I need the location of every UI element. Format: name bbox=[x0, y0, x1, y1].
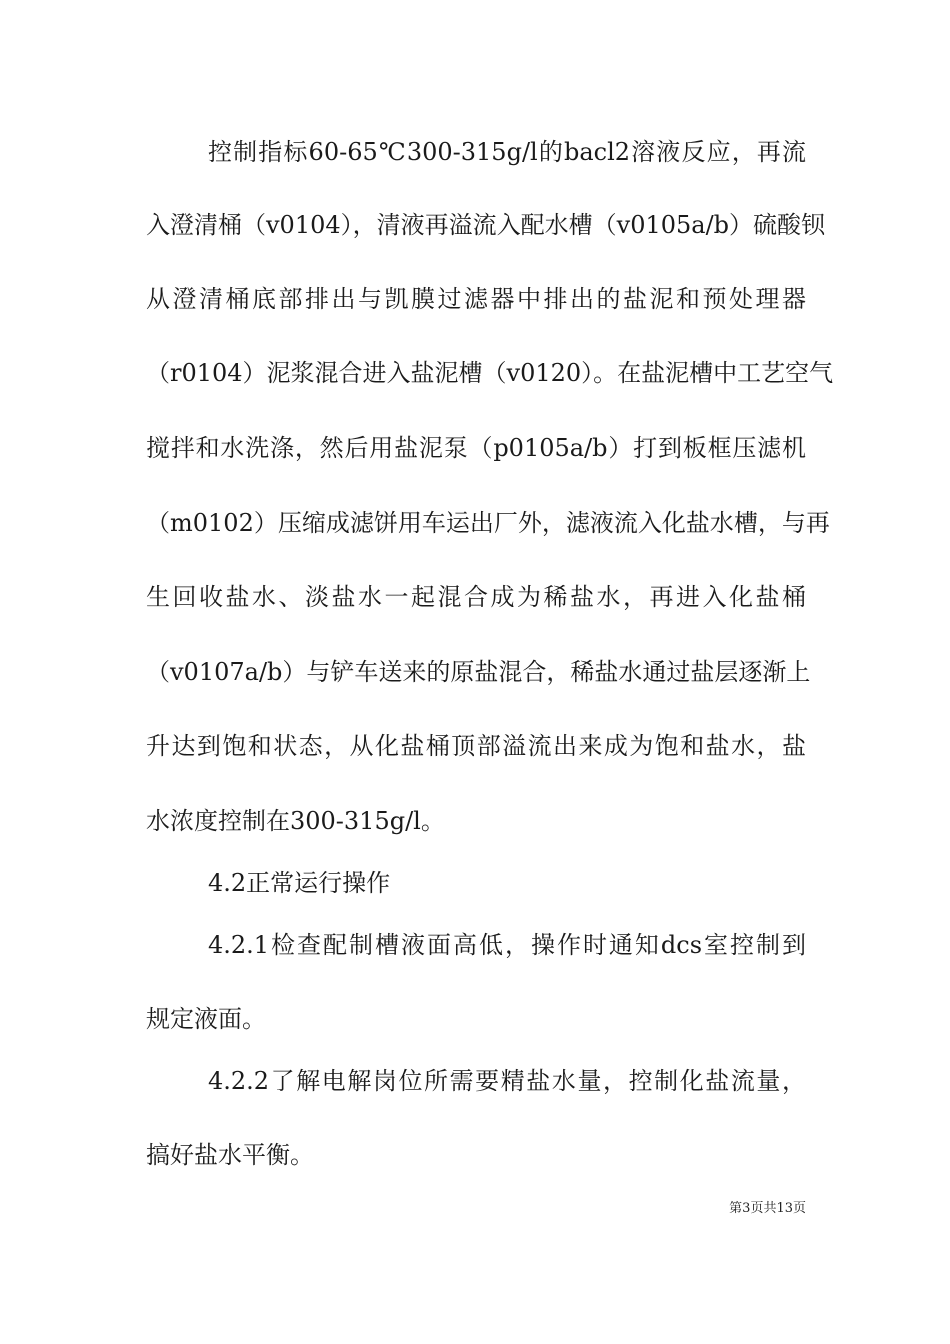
text-line-8: （v0107a/b）与铲车送来的原盐混合，稀盐水通过盐层逐渐上 bbox=[146, 658, 811, 686]
text-line-9: 升达到饱和状态，从化盐桶顶部溢流出来成为饱和盐水，盐 bbox=[146, 732, 806, 760]
text-line-15: 搞好盐水平衡。 bbox=[146, 1141, 314, 1169]
section-heading: 4.2正常运行操作 bbox=[208, 869, 391, 897]
text-line-1: 控制指标60-65℃300-315g/l的bacl2溶液反应，再流 bbox=[208, 138, 806, 166]
text-line-10: 水浓度控制在300-315g/l。 bbox=[146, 807, 445, 835]
page-number-footer: 第3页共13页 bbox=[729, 1201, 806, 1216]
text-line-6: （m0102）压缩成滤饼用车运出厂外，滤液流入化盐水槽，与再 bbox=[146, 509, 830, 537]
text-line-3: 从澄清桶底部排出与凯膜过滤器中排出的盐泥和预处理器 bbox=[146, 285, 806, 313]
text-line-12: 4.2.1检查配制槽液面高低，操作时通知dcs室控制到 bbox=[208, 931, 806, 959]
text-line-5: 搅拌和水洗涤，然后用盐泥泵（p0105a/b）打到板框压滤机 bbox=[146, 434, 806, 462]
text-line-14: 4.2.2了解电解岗位所需要精盐水量，控制化盐流量， bbox=[208, 1067, 806, 1095]
text-line-4: （r0104）泥浆混合进入盐泥槽（v0120）。在盐泥槽中工艺空气 bbox=[146, 359, 834, 387]
text-line-7: 生回收盐水、淡盐水一起混合成为稀盐水，再进入化盐桶 bbox=[146, 583, 806, 611]
text-line-13: 规定液面。 bbox=[146, 1005, 266, 1033]
text-line-2: 入澄清桶（v0104），清液再溢流入配水槽（v0105a/b）硫酸钡 bbox=[146, 211, 826, 239]
